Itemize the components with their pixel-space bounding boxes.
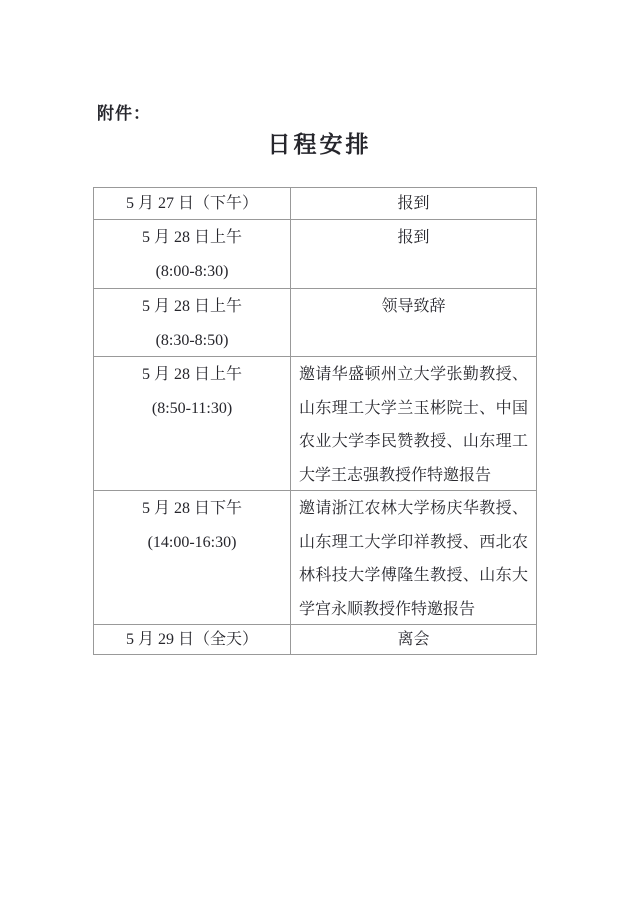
activity-text: 邀请华盛顿州立大学张勤教授、山东理工大学兰玉彬院士、中国农业大学李民赞教授、山东理工大学王志强教授作特邀报告 [299, 366, 528, 484]
table-row [94, 624, 536, 654]
date-cell [94, 357, 291, 490]
table-row [94, 356, 536, 490]
date-text: 5 月 28 日上午 [141, 366, 242, 383]
activity-cell [291, 188, 536, 219]
table-row [94, 188, 536, 219]
date-text: 5 月 28 日上午 [141, 229, 242, 246]
activity-text: 报到 [397, 229, 430, 246]
attachment-label: 附件： [97, 104, 151, 123]
activity-text: 报到 [397, 195, 430, 212]
date-text: 5 月 28 日下午 [141, 500, 242, 517]
date-cell [94, 188, 291, 219]
time-text: (14:00-16:30) [147, 533, 237, 551]
date-text: 5 月 28 日上午 [141, 298, 242, 315]
activity-text: 领导致辞 [381, 298, 446, 315]
activity-cell [291, 625, 536, 654]
table-row [94, 219, 536, 288]
activity-text: 邀请浙江农林大学杨庆华教授、山东理工大学印祥教授、西北农林科技大学傅隆生教授、山东大学宫永顺教授作特邀报告 [299, 500, 528, 618]
date-cell [94, 289, 291, 356]
time-text: (8:30-8:50) [155, 331, 229, 349]
time-text: (8:50-11:30) [151, 399, 233, 417]
activity-cell [291, 491, 536, 624]
date-cell [94, 220, 291, 288]
activity-cell [291, 357, 536, 490]
date-text: 5 月 29 日（全天） [125, 631, 258, 648]
date-cell [94, 491, 291, 624]
activity-cell [291, 289, 536, 356]
date-text: 5 月 27 日（下午） [125, 195, 258, 212]
page-title: 日程安排 [267, 132, 372, 157]
date-cell [94, 625, 291, 654]
table-row [94, 288, 536, 356]
schedule-table [93, 187, 537, 655]
table-row [94, 490, 536, 624]
time-text: (8:00-8:30) [155, 262, 229, 280]
activity-text: 离会 [397, 631, 430, 648]
activity-cell [291, 220, 536, 288]
